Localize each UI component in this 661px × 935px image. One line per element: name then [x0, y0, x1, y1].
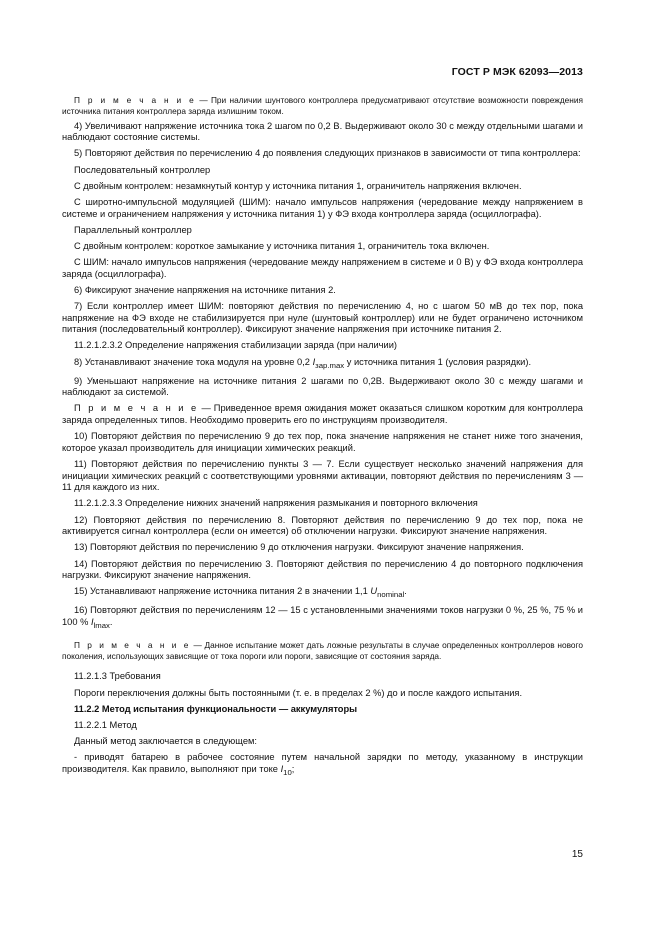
- paragraph: 11.2.1.3 Требования: [74, 671, 161, 682]
- note-lead: П р и м е ч а н и е: [74, 403, 199, 414]
- formula-symbol: U: [370, 586, 378, 597]
- formula-tail: у источника питания 1 (условия разрядки).: [344, 356, 532, 367]
- paragraph-note-2: [62, 403, 583, 426]
- paragraph: 7) Если контроллер имеет ШИМ: повторяют действия по перечислению 4, но с шагом 50 мВ до тех пор, пока напряжение на ФЭ входе не стабилизируется при нуле (шунтовый контроллер) или не будет ограничено источником питания (последовательный контроллер). Фиксируют значение напряжения при источнике питания 2.: [62, 301, 583, 335]
- formula-tail: .: [109, 616, 113, 627]
- formula-text: 8) Устанавливают значение тока модуля на уровне 0,2: [74, 356, 313, 367]
- formula-symbol: I: [90, 616, 94, 627]
- paragraph-formula: [62, 605, 583, 631]
- paragraph: Пороги переключения должны быть постоянными (т. е. в пределах 2 %) до и после каждого испытания.: [74, 687, 523, 698]
- paragraph-formula: [62, 752, 583, 778]
- paragraph: 9) Уменьшают напряжение на источнике питания 2 шагами по 0,2В. Выдерживают около 30 с между шагами и наблюдают за системой.: [62, 375, 583, 398]
- paragraph: С двойным контролем: незамкнутый контур у источника питания 1, ограничитель напряжения включен.: [74, 180, 522, 191]
- note-text: — При наличии шунтового контроллера предусматривают отсутствие возможности повреждения источника питания контроллера заряда излишним током.: [62, 95, 583, 116]
- paragraph: Данный метод заключается в следующем:: [74, 736, 257, 747]
- paragraph: С двойным контролем: короткое замыкание у источника питания 1, ограничитель тока включен.: [74, 240, 490, 251]
- formula-subscript: зар.max: [315, 360, 345, 370]
- paragraph: 4) Увеличивают напряжение источника тока 2 шагом по 0,2 В. Выдерживают около 30 с между отдельными шагами и наблюдают состояние системы.: [62, 120, 583, 143]
- note-text: — Данное испытание может дать ложные результаты в случае определенных контроллеров нового поколения, использующих зависящие от тока пороги или пороги, зависящие от состояния заряда.: [62, 640, 583, 661]
- paragraph: 5) Повторяют действия по перечислению 4 до появления следующих признаков в зависимости от типа контроллера:: [74, 148, 581, 159]
- formula-text: - приводят батарею в рабочее состояние путем начальной зарядки по методу, указанному в инструкции производителя. Как правило, выполняют при токе: [62, 752, 583, 774]
- formula-text: 16) Повторяют действия по перечислениям 12 — 15 с установленными значениями токов нагрузки 0 %, 25 %, 75 % и 100 %: [62, 605, 583, 627]
- paragraph: 11) Повторяют действия по перечислению пункты 3 — 7. Если существует несколько значений напряжения для инициации химических реакций с соответствующими уровнями активации, повторяют действия по перечислениям 3 — 11 для каждого из них.: [62, 459, 583, 493]
- paragraph-formula: [62, 357, 583, 371]
- formula-subscript: 10: [283, 767, 292, 777]
- paragraph: Параллельный контроллер: [74, 224, 192, 235]
- paragraph: 6) Фиксируют значение напряжения на источнике питания 2.: [74, 284, 336, 295]
- formula-symbol: I: [280, 763, 284, 774]
- paragraph-note-3: [62, 640, 583, 661]
- paragraph: 11.2.2.1 Метод: [74, 719, 137, 730]
- paragraph-formula: [62, 586, 583, 600]
- page-number: 15: [571, 849, 583, 860]
- paragraph-note-1: [62, 95, 583, 116]
- note-lead: П р и м е ч а н и е: [74, 95, 196, 105]
- paragraph: Последовательный контроллер: [74, 164, 211, 175]
- document-body: [62, 95, 583, 783]
- paragraph: 12) Повторяют действия по перечислению 8. Повторяют действия по перечислению 9 до тех пор, пока не активируется сигнал контроллера (если он имеется) об отключении нагрузки. Фиксируют значение напряжения.: [62, 514, 583, 537]
- section-heading: 11.2.2 Метод испытания функциональности — аккумуляторы: [74, 703, 358, 714]
- formula-symbol: I: [312, 356, 316, 367]
- paragraph: 11.2.1.2.3.2 Определение напряжения стабилизации заряда (при наличии): [74, 340, 398, 351]
- paragraph: 13) Повторяют действия по перечислению 9 до отключения нагрузки. Фиксируют значение напряжения.: [74, 542, 524, 553]
- document-header: ГОСТ Р МЭК 62093—2013: [451, 66, 583, 78]
- formula-subscript: lmax: [93, 620, 110, 630]
- note-text: — Приведенное время ожидания может оказаться слишком коротким для контроллера заряда определенных типов. Необходимо проверить его по инструкциям производителя.: [62, 403, 583, 426]
- paragraph: С широтно-импульсной модуляцией (ШИМ): начало импульсов напряжения (чередование между напряжением в системе и ограничением напряжения у источника питания 1) у ФЭ входа контроллера заряда (осциллографа).: [62, 196, 583, 219]
- note-lead: П р и м е ч а н и е: [74, 640, 191, 651]
- formula-text: 15) Устанавливают напряжение источника питания 2 в значении 1,1: [74, 586, 371, 597]
- formula-subscript: nominal: [377, 590, 405, 600]
- paragraph: 10) Повторяют действия по перечислению 9 до тех пор, пока значение напряжения не станет ниже того значения, которое указал производитель для инициации химических реакций.: [62, 431, 583, 453]
- formula-tail: ;: [291, 763, 295, 774]
- paragraph: С ШИМ: начало импульсов напряжения (чередование между напряжением в системе и 0 В) у ФЭ входа контроллера заряда (осциллографа).: [62, 257, 583, 279]
- formula-tail: .: [404, 586, 407, 597]
- paragraph: 14) Повторяют действия по перечислению 3. Повторяют действия по перечислению 4 до повторного подключения нагрузки. Фиксируют значение напряжения.: [62, 558, 583, 581]
- paragraph: 11.2.1.2.3.3 Определение нижних значений напряжения размыкания и повторного включения: [74, 498, 478, 509]
